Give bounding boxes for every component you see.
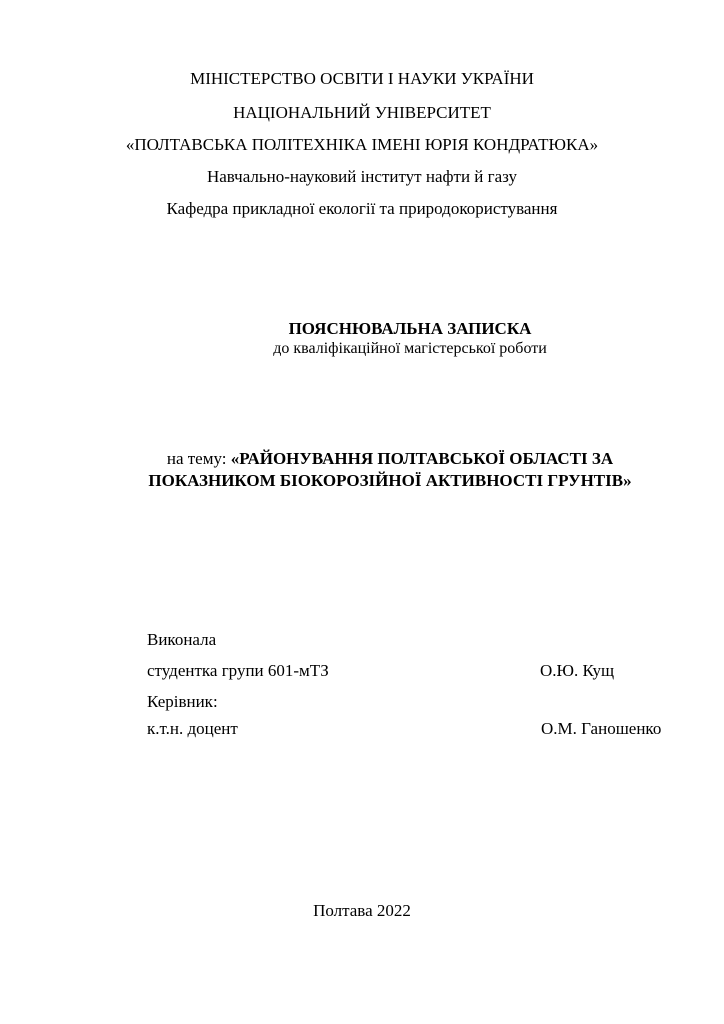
supervisor-label: Керівник: [147, 692, 218, 711]
city-year: Полтава 2022 [313, 901, 411, 920]
supervisor-role: к.т.н. доцент [147, 719, 238, 738]
thesis-topic-line1 [100, 448, 680, 470]
institute-name: Навчально-науковий інститут нафти й газу [206, 167, 518, 186]
department-name: Кафедра прикладної екології та природокористування [166, 199, 558, 218]
supervisor-row [147, 718, 667, 740]
document-title-block [140, 319, 680, 359]
student-role: студентка групи 601-мТЗ [147, 661, 329, 680]
university-name-line1: НАЦІОНАЛЬНИЙ УНІВЕРСИТЕТ [233, 103, 491, 122]
thesis-topic [100, 448, 680, 492]
thesis-topic-prefix: на тему: [166, 449, 231, 468]
performed-by-label [147, 629, 667, 651]
document-subtitle: до кваліфікаційної магістерської роботи [273, 340, 547, 357]
supervisor-name: О.М. Ганошенко [541, 719, 662, 738]
thesis-topic-line2: ПОКАЗНИКОМ БІОКОРОЗІЙНОЇ АКТИВНОСТІ ГРУНТІВ» [148, 471, 632, 490]
performed-by-text: Виконала [147, 630, 217, 649]
document-title: ПОЯСНЮВАЛЬНА ЗАПИСКА [288, 319, 532, 338]
supervisor-label-row [147, 691, 667, 713]
student-row [147, 660, 667, 682]
university-name-line2: «ПОЛТАВСЬКА ПОЛІТЕХНІКА ІМЕНІ ЮРІЯ КОНДРАТЮКА» [125, 135, 599, 154]
ministry-name: МІНІСТЕРСТВО ОСВІТИ І НАУКИ УКРАЇНИ [190, 69, 534, 88]
thesis-topic-title-part1: «РАЙОНУВАННЯ ПОЛТАВСЬКОЇ ОБЛАСТІ ЗА [230, 449, 614, 468]
student-name: О.Ю. Кущ [540, 661, 615, 680]
